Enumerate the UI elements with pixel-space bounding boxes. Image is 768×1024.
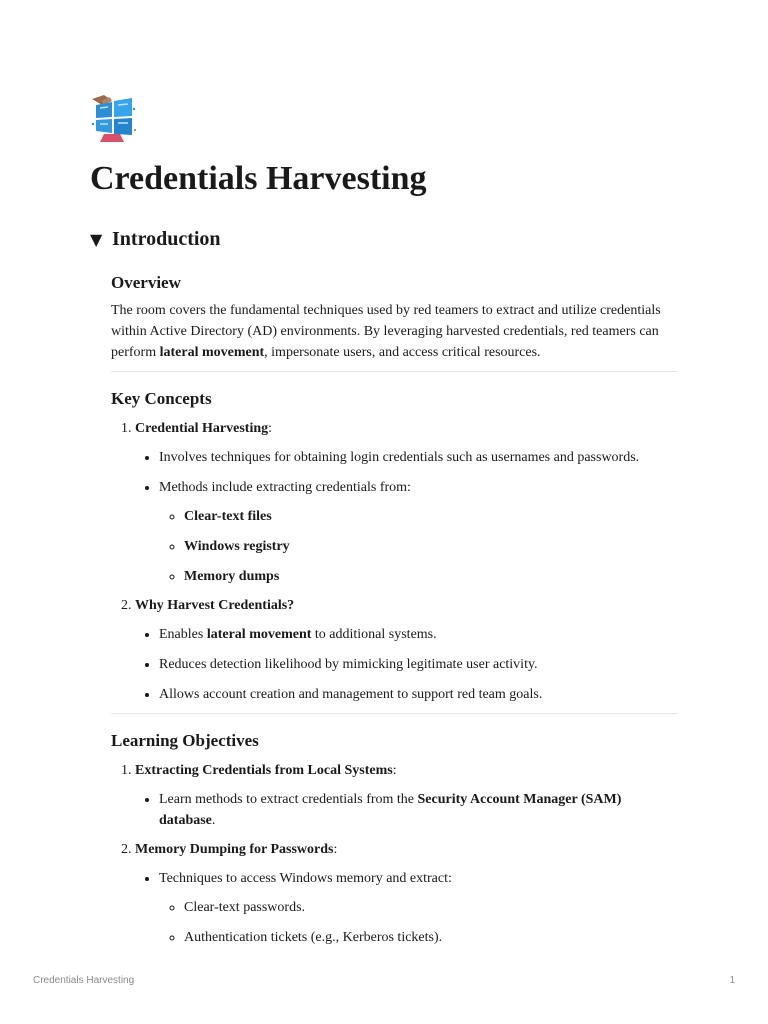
item-text: Memory dumps (184, 569, 280, 584)
overview-heading: Overview (111, 273, 181, 292)
key-concepts-list (111, 418, 678, 705)
list-item (184, 536, 678, 557)
list-item (135, 839, 678, 948)
list-item (184, 566, 678, 587)
sub-list (135, 789, 678, 831)
toggle-introduction[interactable] (90, 228, 221, 251)
triangle-down-icon: ▼ (90, 230, 103, 249)
list-item: ◦ Authentication tickets (e.g., Kerberos tickets). (184, 927, 678, 948)
list-item (159, 868, 678, 948)
divider (111, 713, 678, 714)
item-bold: Security Account Manager (SAM) database (159, 792, 622, 828)
list-item (135, 595, 678, 705)
item-text: Techniques to access Windows memory and extract: (159, 871, 452, 886)
item-text: Clear-text files (184, 509, 272, 524)
item-title: Extracting Credentials from Local Systems (135, 763, 393, 778)
overview-text-1: The room covers the fundamental techniques used by red teamers to extract and utilize credentials within Active Directory (AD) environments. By leveraging harvested credentials, red teamers can perform (111, 303, 661, 360)
footer-title: Credentials Harvesting (33, 975, 135, 986)
footer-page-number: 1 (729, 975, 735, 986)
sub-list (135, 447, 678, 587)
item-suffix: : (392, 763, 397, 778)
page-title: Credentials Harvesting (90, 160, 427, 197)
learning-objectives-heading: Learning Objectives (111, 731, 259, 750)
item-text: . (211, 813, 216, 828)
list-item (184, 506, 678, 527)
overview-text-2: , impersonate users, and access critical resources. (264, 345, 541, 360)
item-title: Memory Dumping for Passwords (135, 842, 334, 857)
list-item (159, 624, 678, 645)
overview-paragraph (111, 300, 678, 363)
item-text: Methods include extracting credentials from: (159, 480, 411, 495)
item-bold: lateral movement (206, 627, 312, 642)
item-text: Enables (159, 627, 207, 642)
list-item (159, 477, 678, 587)
windows-logo-icon (90, 93, 138, 143)
list-item: • Reduces detection likelihood by mimicking legitimate user activity. (159, 654, 678, 675)
list-item: • Involves techniques for obtaining login credentials such as usernames and passwords. (159, 447, 678, 468)
overview-bold: lateral movement (159, 345, 265, 360)
list-item (135, 418, 678, 587)
item-title: Credential Harvesting (135, 421, 269, 436)
item-text: Learn methods to extract credentials from the (159, 792, 418, 807)
item-suffix: : (333, 842, 338, 857)
item-text: to additional systems. (311, 627, 437, 642)
list-item: • Allows account creation and management to support red team goals. (159, 684, 678, 705)
item-title: Why Harvest Credentials? (135, 598, 295, 613)
key-concepts-heading: Key Concepts (111, 389, 212, 408)
divider (111, 371, 678, 372)
learning-objectives-list (111, 760, 678, 948)
list-item (159, 789, 678, 831)
sub-list (135, 868, 678, 948)
item-suffix: : (268, 421, 273, 436)
toggle-label: Introduction (112, 228, 221, 250)
item-text: Windows registry (184, 539, 290, 554)
sub-sub-list (159, 897, 678, 948)
sub-sub-list (159, 506, 678, 587)
list-item (135, 760, 678, 831)
list-item: ◦ Clear-text passwords. (184, 897, 678, 918)
toggle-content (111, 270, 678, 948)
sub-list (135, 624, 678, 705)
